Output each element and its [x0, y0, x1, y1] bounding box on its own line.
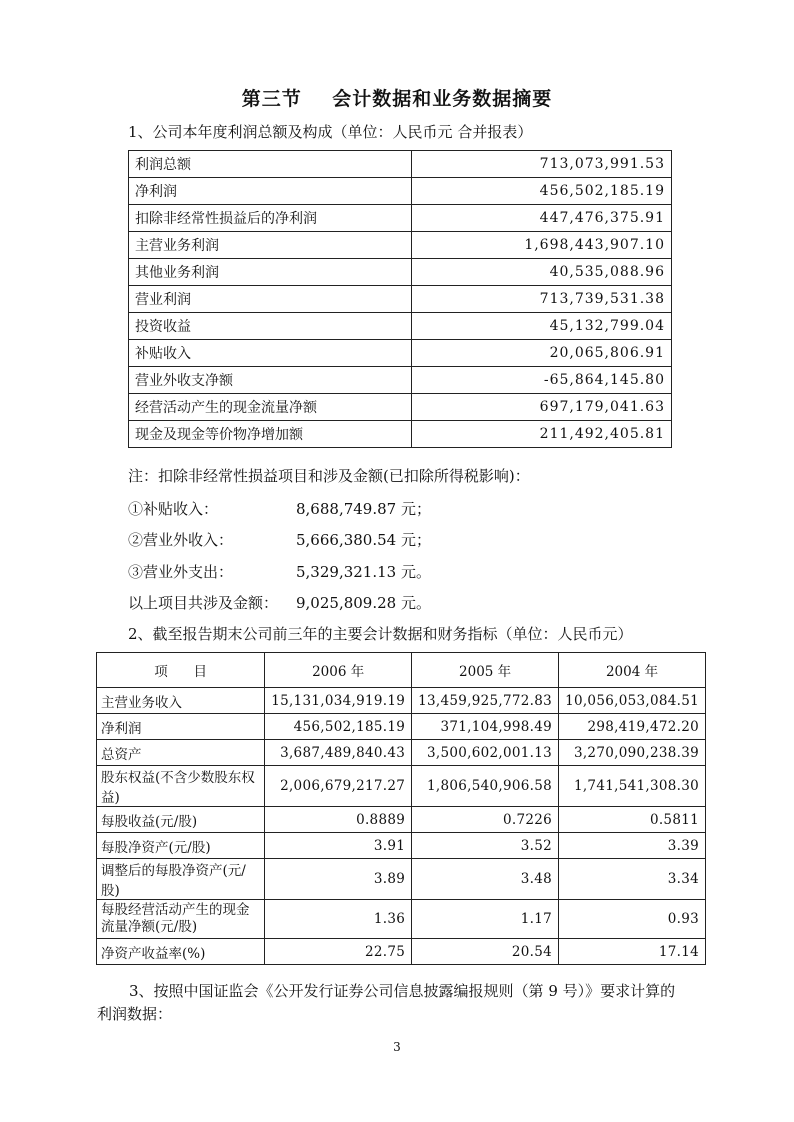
table-row — [97, 766, 706, 807]
row-value: -65,864,145.80 — [412, 367, 672, 394]
row-value: 3,500,602,001.13 — [412, 740, 559, 766]
row-label: 营业外收支净额 — [129, 367, 412, 394]
row-value: 1.17 — [412, 900, 559, 939]
row-value: 3.34 — [559, 859, 706, 900]
note-item-label: ①补贴收入： — [128, 500, 219, 518]
table-row — [129, 178, 672, 205]
header-2004: 2004 年 — [559, 653, 706, 688]
row-value: 20.54 — [412, 939, 559, 965]
note-item-value: 5,329,321.13 元。 — [296, 563, 431, 581]
row-label: 净资产收益率(%) — [97, 939, 265, 965]
profit-table — [128, 150, 672, 448]
notes-intro: 注：扣除非经常性损益项目和涉及金额(已扣除所得税影响)： — [128, 467, 530, 485]
note-item-value: 5,666,380.54 元； — [296, 531, 431, 549]
table-header-row — [97, 653, 706, 688]
note-total-value: 9,025,809.28 元。 — [296, 594, 431, 612]
row-value: 13,459,925,772.83 — [412, 688, 559, 714]
row-value: 697,179,041.63 — [412, 394, 672, 421]
row-label: 主营业务收入 — [97, 688, 265, 714]
note-item — [128, 498, 431, 519]
section3-heading: 3、按照中国证监会《公开发行证券公司信息披露编报规则（第 9 号）》要求计算的 — [129, 982, 676, 1000]
note-item — [128, 561, 431, 582]
row-label: 每股净资产(元/股) — [97, 833, 265, 859]
row-label: 净利润 — [129, 178, 412, 205]
row-value: 0.93 — [559, 900, 706, 939]
page-number: 3 — [393, 1040, 401, 1054]
row-label: 净利润 — [97, 714, 265, 740]
note-total — [128, 592, 431, 613]
row-value: 211,492,405.81 — [412, 421, 672, 448]
row-value: 1,698,443,907.10 — [412, 232, 672, 259]
note-item — [128, 529, 431, 550]
row-value: 0.8889 — [265, 807, 412, 833]
table-row — [97, 807, 706, 833]
row-value: 713,073,991.53 — [412, 151, 672, 178]
row-value: 10,056,053,084.51 — [559, 688, 706, 714]
table-row — [129, 286, 672, 313]
row-value: 447,476,375.91 — [412, 205, 672, 232]
row-value: 45,132,799.04 — [412, 313, 672, 340]
table-row — [97, 688, 706, 714]
row-value: 20,065,806.91 — [412, 340, 672, 367]
table-row — [97, 714, 706, 740]
row-label: 调整后的每股净资产(元/股) — [97, 859, 265, 900]
table-row — [97, 859, 706, 900]
row-label: 总资产 — [97, 740, 265, 766]
row-value: 456,502,185.19 — [412, 178, 672, 205]
row-value: 15,131,034,919.19 — [265, 688, 412, 714]
row-label: 每股收益(元/股) — [97, 807, 265, 833]
row-value: 456,502,185.19 — [265, 714, 412, 740]
row-value: 3.91 — [265, 833, 412, 859]
row-value: 298,419,472.20 — [559, 714, 706, 740]
row-value: 3,270,090,238.39 — [559, 740, 706, 766]
row-label: 扣除非经常性损益后的净利润 — [129, 205, 412, 232]
financial-indicators-table — [96, 652, 706, 965]
table-row — [129, 205, 672, 232]
table-row — [129, 367, 672, 394]
table-row — [97, 900, 706, 939]
table-row — [129, 421, 672, 448]
row-value: 1.36 — [265, 900, 412, 939]
table-row — [97, 833, 706, 859]
row-label: 利润总额 — [129, 151, 412, 178]
row-value: 17.14 — [559, 939, 706, 965]
table-row — [129, 259, 672, 286]
row-label: 每股经营活动产生的现金流量净额(元/股) — [97, 900, 265, 939]
table-row — [129, 394, 672, 421]
note-item-value: 8,688,749.87 元； — [296, 500, 431, 518]
row-label: 经营活动产生的现金流量净额 — [129, 394, 412, 421]
row-label: 股东权益(不含少数股东权益) — [97, 766, 265, 807]
row-value: 0.5811 — [559, 807, 706, 833]
section1-heading: 1、公司本年度利润总额及构成（单位：人民币元 合并报表） — [128, 123, 533, 141]
section2-heading: 2、截至报告期末公司前三年的主要会计数据和财务指标（单位：人民币元） — [128, 625, 633, 643]
table-row — [129, 232, 672, 259]
row-value: 3,687,489,840.43 — [265, 740, 412, 766]
row-value: 0.7226 — [412, 807, 559, 833]
page-title: 第三节 会计数据和业务数据摘要 — [241, 88, 553, 110]
table-row — [97, 939, 706, 965]
row-label: 其他业务利润 — [129, 259, 412, 286]
header-2005: 2005 年 — [412, 653, 559, 688]
note-item-label: ②营业外收入： — [128, 531, 234, 549]
row-value: 22.75 — [265, 939, 412, 965]
table-row — [129, 151, 672, 178]
row-value: 3.89 — [265, 859, 412, 900]
row-value: 3.52 — [412, 833, 559, 859]
note-item-label: ③营业外支出： — [128, 563, 234, 581]
row-label: 补贴收入 — [129, 340, 412, 367]
row-label: 现金及现金等价物净增加额 — [129, 421, 412, 448]
row-label: 营业利润 — [129, 286, 412, 313]
row-value: 40,535,088.96 — [412, 259, 672, 286]
row-value: 2,006,679,217.27 — [265, 766, 412, 807]
table-row — [97, 740, 706, 766]
note-total-label: 以上项目共涉及金额： — [128, 594, 279, 612]
row-label: 投资收益 — [129, 313, 412, 340]
header-2006: 2006 年 — [265, 653, 412, 688]
row-value: 3.48 — [412, 859, 559, 900]
table-row — [129, 313, 672, 340]
row-label: 主营业务利润 — [129, 232, 412, 259]
row-value: 3.39 — [559, 833, 706, 859]
row-value: 713,739,531.38 — [412, 286, 672, 313]
row-value: 1,741,541,308.30 — [559, 766, 706, 807]
section3-heading-cont: 利润数据： — [97, 1005, 173, 1023]
table-row — [129, 340, 672, 367]
row-value: 1,806,540,906.58 — [412, 766, 559, 807]
header-item: 项 目 — [97, 653, 265, 688]
row-value: 371,104,998.49 — [412, 714, 559, 740]
